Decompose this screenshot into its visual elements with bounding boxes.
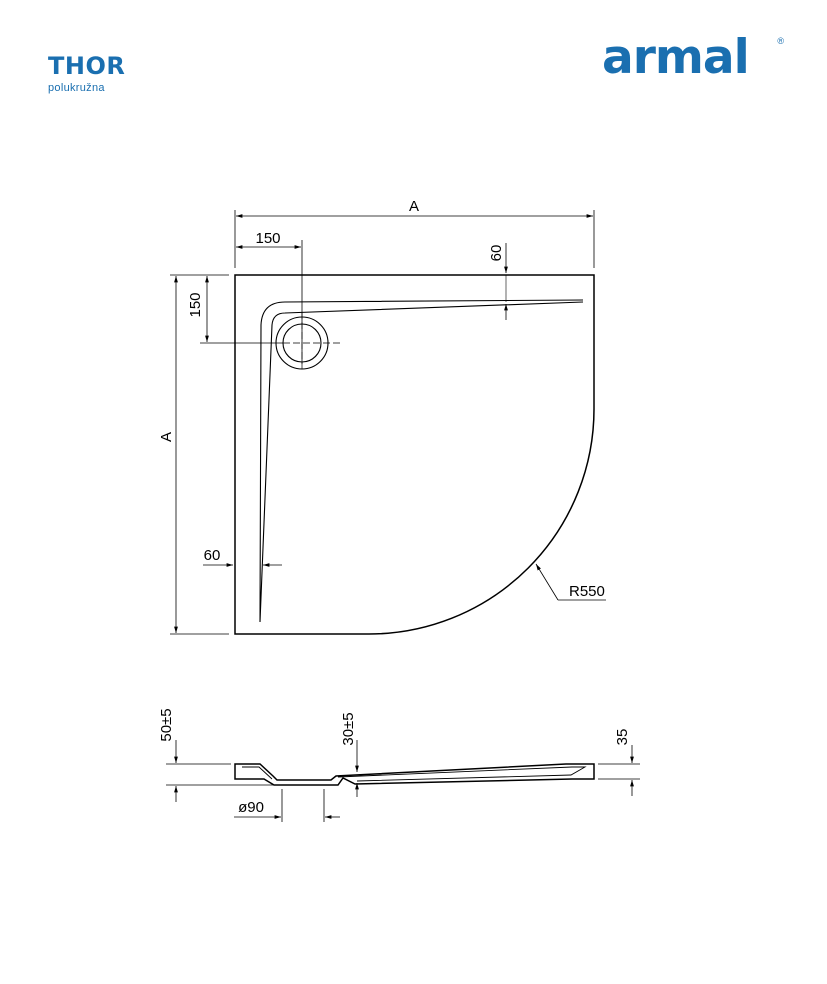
dim-drain-height-label: 30±5 (340, 712, 357, 746)
dim-total-height-label: 50±5 (158, 708, 175, 742)
dim-height-label: A (158, 431, 175, 443)
dim-width-label: A (408, 198, 420, 215)
side-view (158, 708, 640, 822)
dim-rim-label: 35 (614, 728, 631, 746)
dim-drain-y-label: 150 (187, 292, 204, 318)
dim-drain-diameter-label: ø90 (238, 799, 264, 816)
dim-channel-top-label: 60 (488, 244, 505, 262)
product-name: THOR (48, 52, 126, 80)
dim-drain-x-label: 150 (255, 230, 281, 247)
product-subtitle: polukružna (48, 82, 105, 94)
dim-channel-left-label: 60 (203, 547, 221, 564)
brand-logo-text: armal (602, 30, 749, 85)
registered-mark: ® (777, 36, 784, 46)
tray-section (235, 764, 594, 785)
dim-radius-label: R550 (569, 583, 605, 600)
top-view (158, 198, 606, 634)
